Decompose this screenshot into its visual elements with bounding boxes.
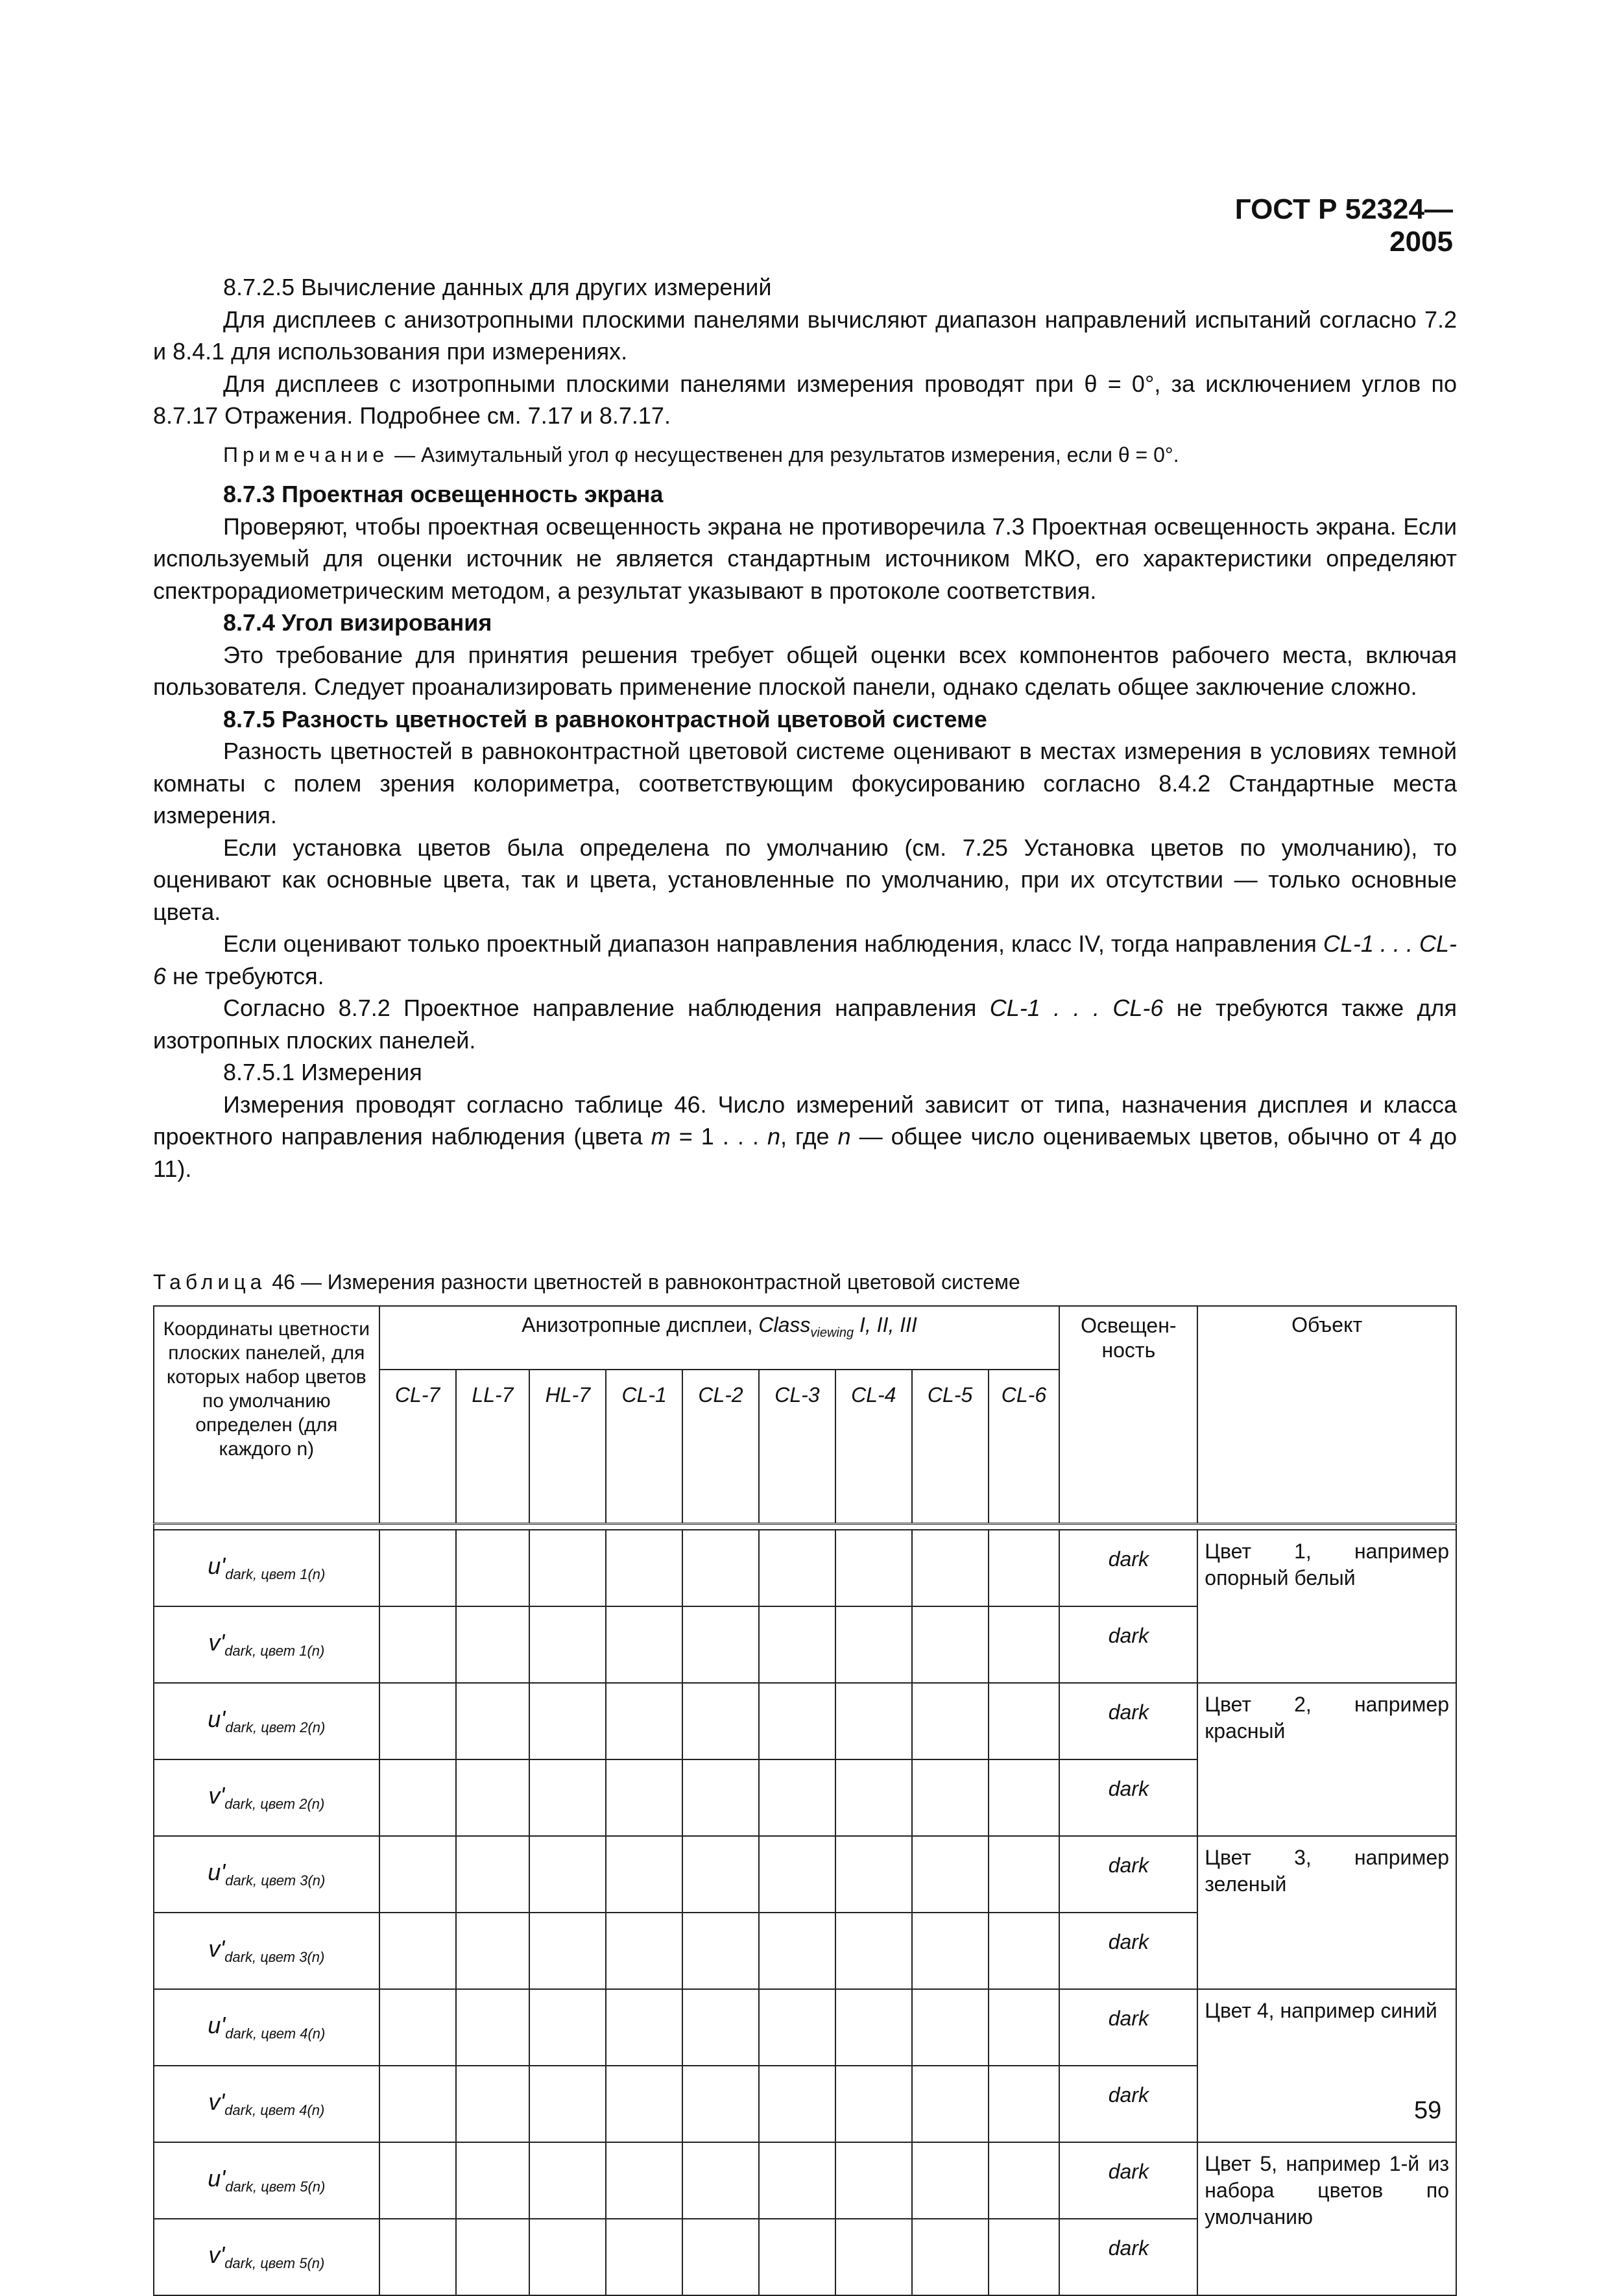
empty-cell <box>989 1913 1060 1989</box>
empty-cell <box>912 1683 989 1759</box>
section-8-7-4-heading: 8.7.4 Угол визирования <box>223 609 492 636</box>
note-label: Примечание <box>223 442 389 466</box>
standard-header: ГОСТ Р 52324—2005 <box>1234 193 1453 258</box>
coordinate-cell <box>154 1836 379 1913</box>
empty-cell <box>379 2142 456 2219</box>
empty-cell <box>606 1530 682 1606</box>
empty-cell <box>682 2219 759 2295</box>
anisotropic-header <box>379 1306 1060 1370</box>
empty-cell <box>379 2219 456 2295</box>
empty-cell <box>989 2142 1060 2219</box>
paragraph: Проверяют, чтобы проектная освещенность экрана не противоречила 7.3 Проектная освещенность экрана. Если используемый для оценки источник не является стандартным источником МКО, его характеристики определяют спектрорадиометрическим методом, а результат указывают в протоколе соответствия. <box>153 513 1457 604</box>
empty-cell <box>989 1759 1060 1836</box>
empty-cell <box>456 1989 530 2066</box>
illumination-cell: dark <box>1059 1759 1197 1836</box>
coordinate-cell <box>154 1759 379 1836</box>
coordinate-cell <box>154 2142 379 2219</box>
empty-cell <box>759 1836 835 1913</box>
class-label: Class <box>758 1313 811 1336</box>
illumination-cell: dark <box>1059 2066 1197 2142</box>
empty-cell <box>759 1913 835 1989</box>
paragraph: Для дисплеев с анизотропными плоскими панелями вычисляют диапазон направлений испытаний согласно 7.2 и 8.4.1 для использования при измерениях. <box>153 306 1457 365</box>
coordinate-cell <box>154 2219 379 2295</box>
coordinate-symbol: v' <box>208 1935 225 1962</box>
paragraph: Для дисплеев с изотропными плоскими панелями измерения проводят при θ = 0°, за исключением углов по 8.7.17 Отражения. Подробнее см. 7.17 и 8.7.17. <box>153 370 1457 429</box>
empty-cell <box>456 2142 530 2219</box>
direction-header: CL-7 <box>379 1370 456 1524</box>
object-cell: Цвет 3, например зеленый <box>1197 1836 1456 1989</box>
caption-label: Таблица <box>153 1270 267 1294</box>
illumination-cell: dark <box>1059 1989 1197 2066</box>
coordinate-cell <box>154 1989 379 2066</box>
note <box>153 439 1457 472</box>
text: Если оценивают только проектный диапазон направления наблюдения, класс IV, тогда направления <box>223 930 1323 957</box>
empty-cell <box>759 1530 835 1606</box>
empty-cell <box>529 2066 606 2142</box>
empty-cell <box>529 2142 606 2219</box>
coordinate-subscript: dark, цвет 1(n) <box>225 1566 326 1583</box>
empty-cell <box>682 1836 759 1913</box>
direction-header: HL-7 <box>529 1370 606 1524</box>
illumination-cell: dark <box>1059 1530 1197 1606</box>
caption-text: 46 — Измерения разности цветностей в равноконтрастной цветовой системе <box>266 1270 1020 1294</box>
empty-cell <box>456 1530 530 1606</box>
empty-cell <box>682 1759 759 1836</box>
empty-cell <box>529 2219 606 2295</box>
empty-cell <box>912 2142 989 2219</box>
empty-cell <box>989 1606 1060 1683</box>
empty-cell <box>989 2066 1060 2142</box>
text: Измерения проводят согласно таблице 46. Число измерений зависит от типа, назначения дисплея и класса проектного направления наблюдения (цвета <box>153 1091 1457 1150</box>
empty-cell <box>606 1759 682 1836</box>
empty-cell <box>606 1913 682 1989</box>
direction-header: CL-2 <box>682 1370 759 1524</box>
var-n: n <box>767 1123 780 1150</box>
page-number: 59 <box>1414 2097 1442 2124</box>
empty-cell <box>606 2219 682 2295</box>
coordinate-subscript: dark, цвет 2(n) <box>225 1719 326 1736</box>
directions-range: CL-1 . . . CL-6 <box>153 930 1457 989</box>
illumination-cell: dark <box>1059 2142 1197 2219</box>
empty-cell <box>989 2219 1060 2295</box>
empty-cell <box>456 1913 530 1989</box>
empty-cell <box>835 1683 912 1759</box>
empty-cell <box>606 1606 682 1683</box>
coordinate-symbol: u' <box>208 1706 226 1732</box>
empty-cell <box>456 1683 530 1759</box>
empty-cell <box>835 1759 912 1836</box>
coordinate-subscript: dark, цвет 5(n) <box>224 2255 325 2272</box>
separator <box>154 1524 1456 1530</box>
paragraph: Это требование для принятия решения требует общей оценки всех компонентов рабочего места, включая пользователя. Следует проанализировать применение плоской панели, однако сделать общее заключение сложно. <box>153 641 1457 700</box>
coordinate-cell <box>154 1683 379 1759</box>
section-8-7-2-5-title: 8.7.2.5 Вычисление данных для других измерений <box>223 274 772 300</box>
illumination-cell: dark <box>1059 2219 1197 2295</box>
illumination-cell: dark <box>1059 1836 1197 1913</box>
empty-cell <box>912 1530 989 1606</box>
text: , где <box>780 1123 838 1150</box>
table-46 <box>153 1305 1457 2296</box>
empty-cell <box>606 1683 682 1759</box>
coordinate-cell <box>154 1530 379 1606</box>
coordinate-symbol: v' <box>208 1782 225 1809</box>
empty-cell <box>835 2142 912 2219</box>
coordinate-symbol: u' <box>208 2165 226 2192</box>
text: Согласно 8.7.2 Проектное направление наблюдения направления <box>223 995 990 1021</box>
object-cell: Цвет 4, например синий <box>1197 1989 1456 2142</box>
header-text: Анизотропные дисплеи, <box>522 1313 759 1336</box>
empty-cell <box>529 1606 606 1683</box>
note-text: — Азимутальный угол φ несущественен для результатов измерения, если θ = 0°. <box>389 442 1179 466</box>
empty-cell <box>529 1530 606 1606</box>
class-sub: viewing <box>810 1325 854 1340</box>
illumination-cell: dark <box>1059 1606 1197 1683</box>
illumination-header: Освещен-ность <box>1059 1306 1197 1524</box>
empty-cell <box>379 2066 456 2142</box>
text: — общее число оцениваемых цветов, обычно от 4 до 11). <box>153 1123 1458 1182</box>
text: не требуются. <box>166 962 324 989</box>
coordinate-subscript: dark, цвет 2(n) <box>224 1796 325 1813</box>
coordinate-symbol: u' <box>208 1859 226 1885</box>
empty-cell <box>759 2219 835 2295</box>
empty-cell <box>835 1913 912 1989</box>
empty-cell <box>682 1683 759 1759</box>
empty-cell <box>379 1836 456 1913</box>
empty-cell <box>529 1683 606 1759</box>
table-row <box>154 1836 1456 1913</box>
empty-cell <box>835 1989 912 2066</box>
coordinate-subscript: dark, цвет 3(n) <box>224 1949 325 1966</box>
coordinate-symbol: u' <box>208 2012 226 2038</box>
empty-cell <box>682 2066 759 2142</box>
empty-cell <box>379 1913 456 1989</box>
direction-header: CL-5 <box>912 1370 989 1524</box>
coord-header: Координаты цветности плоских панелей, для которых набор цветов по умолчанию определен (для каждого n) <box>154 1306 379 1524</box>
empty-cell <box>835 2219 912 2295</box>
coordinate-subscript: dark, цвет 5(n) <box>225 2179 326 2195</box>
empty-cell <box>912 1989 989 2066</box>
table-body <box>154 1530 1456 2295</box>
empty-cell <box>682 1530 759 1606</box>
empty-cell <box>379 1759 456 1836</box>
empty-cell <box>912 1759 989 1836</box>
paragraph: Разность цветностей в равноконтрастной цветовой системе оценивают в местах измерения в условиях темной комнаты с полем зрения колориметра, соответствующим фокусированию согласно 8.4.2 Стандартные места измерения. <box>153 738 1457 828</box>
empty-cell <box>379 1989 456 2066</box>
empty-cell <box>456 1836 530 1913</box>
illumination-cell: dark <box>1059 1913 1197 1989</box>
empty-cell <box>682 2142 759 2219</box>
empty-cell <box>759 1759 835 1836</box>
empty-cell <box>529 1836 606 1913</box>
directions-range: CL-1 . . . CL-6 <box>989 995 1164 1021</box>
coordinate-symbol: v' <box>208 2088 225 2115</box>
illumination-cell: dark <box>1059 1683 1197 1759</box>
empty-cell <box>529 1759 606 1836</box>
empty-cell <box>912 2219 989 2295</box>
table-row <box>154 1530 1456 1606</box>
class-list: I, II, III <box>854 1313 917 1336</box>
direction-header: CL-6 <box>989 1370 1060 1524</box>
empty-cell <box>835 1530 912 1606</box>
direction-header: LL-7 <box>456 1370 530 1524</box>
empty-cell <box>456 1606 530 1683</box>
empty-cell <box>456 2219 530 2295</box>
empty-cell <box>379 1606 456 1683</box>
object-cell: Цвет 5, например 1-й из набора цветов по умолчанию <box>1197 2142 1456 2295</box>
coordinate-symbol: v' <box>208 1629 225 1656</box>
coordinate-cell <box>154 1606 379 1683</box>
direction-header: CL-3 <box>759 1370 835 1524</box>
coordinate-subscript: dark, цвет 3(n) <box>225 1872 326 1889</box>
empty-cell <box>606 2142 682 2219</box>
header-separator <box>154 1524 1456 1530</box>
empty-cell <box>379 1530 456 1606</box>
direction-header: CL-1 <box>606 1370 682 1524</box>
paragraph <box>153 992 1457 1056</box>
paragraph <box>153 928 1457 992</box>
section-8-7-5-1-title: 8.7.5.1 Измерения <box>223 1059 422 1085</box>
empty-cell <box>606 2066 682 2142</box>
section-8-7-3-heading: 8.7.3 Проектная освещенность экрана <box>223 481 664 507</box>
empty-cell <box>759 1606 835 1683</box>
text: не требуются также для изотропных плоских панелей. <box>153 995 1457 1054</box>
section-8-7-5-heading: 8.7.5 Разность цветностей в равноконтрастной цветовой системе <box>223 705 987 732</box>
text: = 1 . . . <box>670 1123 767 1150</box>
paragraph: Если установка цветов была определена по умолчанию (см. 7.25 Установка цветов по умолчанию), то оценивают как основные цвета, так и цвета, установленные по умолчанию, при их отсутствии — только основные цвета. <box>153 834 1457 925</box>
coordinate-cell <box>154 2066 379 2142</box>
table-caption <box>153 1270 1020 1294</box>
coordinate-cell <box>154 1913 379 1989</box>
var-n: n <box>837 1123 851 1150</box>
empty-cell <box>989 1530 1060 1606</box>
direction-header: CL-4 <box>835 1370 912 1524</box>
empty-cell <box>759 1683 835 1759</box>
coordinate-subscript: dark, цвет 4(n) <box>225 2025 326 2042</box>
empty-cell <box>912 2066 989 2142</box>
object-cell: Цвет 1, например опорный белый <box>1197 1530 1456 1683</box>
coordinate-symbol: u' <box>208 1553 226 1579</box>
coordinate-subscript: dark, цвет 1(n) <box>224 1643 325 1660</box>
empty-cell <box>759 2066 835 2142</box>
paragraph <box>153 1089 1457 1185</box>
empty-cell <box>835 1836 912 1913</box>
empty-cell <box>456 1759 530 1836</box>
empty-cell <box>759 2142 835 2219</box>
empty-cell <box>379 1683 456 1759</box>
empty-cell <box>989 1683 1060 1759</box>
object-header: Объект <box>1197 1306 1456 1524</box>
empty-cell <box>989 1836 1060 1913</box>
empty-cell <box>456 2066 530 2142</box>
table-row <box>154 1683 1456 1759</box>
empty-cell <box>682 1606 759 1683</box>
empty-cell <box>835 2066 912 2142</box>
var-m: m <box>651 1123 671 1150</box>
table-row <box>154 1989 1456 2066</box>
empty-cell <box>682 1989 759 2066</box>
empty-cell <box>529 1989 606 2066</box>
coordinate-symbol: v' <box>208 2242 225 2268</box>
empty-cell <box>529 1913 606 1989</box>
empty-cell <box>912 1606 989 1683</box>
empty-cell <box>759 1989 835 2066</box>
object-cell: Цвет 2, например красный <box>1197 1683 1456 1836</box>
empty-cell <box>912 1913 989 1989</box>
empty-cell <box>989 1989 1060 2066</box>
empty-cell <box>606 1989 682 2066</box>
empty-cell <box>682 1913 759 1989</box>
coordinate-subscript: dark, цвет 4(n) <box>224 2102 325 2119</box>
table-row <box>154 2142 1456 2219</box>
empty-cell <box>835 1606 912 1683</box>
empty-cell <box>912 1836 989 1913</box>
body-text <box>153 271 1457 1185</box>
empty-cell <box>606 1836 682 1913</box>
